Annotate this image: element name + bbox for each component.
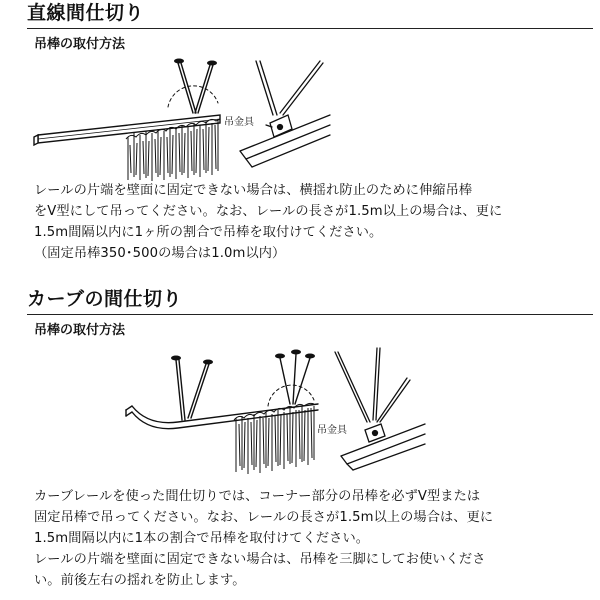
section2-line-3: 1.5m間隔以内に1本の割合で吊棒を取付けてください。: [34, 531, 370, 546]
section1-divider: [27, 28, 593, 29]
section2-subtitle: 吊棒の取付方法: [34, 323, 126, 338]
section2-line-4: レールの片端を壁面に固定できない場合は、吊棒を三脚にしてお使いくださ: [34, 552, 486, 567]
section2-description: [34, 486, 574, 591]
section2-divider: [27, 314, 593, 315]
section1-title: 直線間仕切り: [27, 2, 145, 24]
section1-description: [34, 180, 574, 264]
section1-line-3: 1.5m間隔以内に1ヶ所の割合で吊棒を取付けてください。: [34, 225, 383, 240]
section2-bracket-label: 吊金具: [317, 425, 347, 436]
section1-line-1: レールの片端を壁面に固定できない場合は、横揺れ防止のために伸縮吊棒: [34, 183, 473, 198]
curved-bracket-detail: [315, 340, 435, 470]
straight-bracket-detail: [220, 55, 340, 175]
section1-line-2: をV型にして吊ってください。なお、レールの長さが1.5m以上の場合は、更に: [34, 204, 503, 219]
section2-line-2: 固定吊棒で吊ってください。なお、レールの長さが1.5m以上の場合は、更に: [34, 510, 494, 525]
hanging-rod-left: [178, 63, 193, 113]
section2-line-1: カーブレールを使った間仕切りでは、コーナー部分の吊棒を必ずV型または: [34, 489, 481, 504]
section2-line-5: い。前後左右の揺れを防止します。: [34, 573, 246, 588]
section1-subtitle: 吊棒の取付方法: [34, 37, 126, 52]
section1-line-4: （固定吊棒350･500の場合は1.0m以内）: [34, 246, 286, 261]
section1-bracket-label: 吊金具: [224, 117, 254, 128]
section2-title: カーブの間仕切り: [27, 288, 183, 310]
hanging-rod-right: [195, 65, 210, 113]
straight-rail-diagram: [30, 55, 230, 185]
curved-rail-diagram: [118, 340, 328, 480]
